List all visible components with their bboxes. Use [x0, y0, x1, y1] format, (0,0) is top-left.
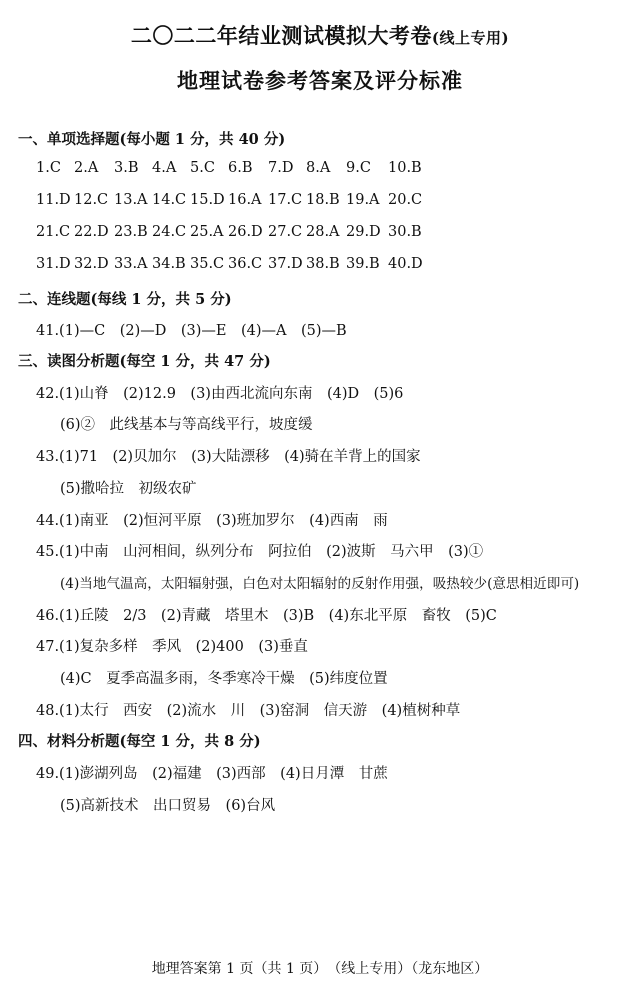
answer-line-44: 44.(1)南亚 (2)恒河平原 (3)班加罗尔 (4)西南 雨 — [36, 513, 388, 529]
choice-answer: 13.A — [114, 192, 148, 208]
answer-line-49: 49.(1)澎湖列岛 (2)福建 (3)西部 (4)日月潭 甘蔗 — [36, 766, 388, 782]
choice-answer: 10.B — [388, 160, 422, 176]
choice-answer: 40.D — [388, 256, 423, 272]
section3-heading: 三、读图分析题(每空 1 分，共 47 分) — [18, 353, 271, 370]
section1-heading: 一、单项选择题(每小题 1 分，共 40 分) — [18, 131, 286, 148]
choice-answer: 19.A — [346, 192, 380, 208]
choice-answer: 2.A — [74, 160, 99, 176]
section4-heading: 四、材料分析题(每空 1 分，共 8 分) — [18, 733, 261, 750]
choice-answer: 15.D — [190, 192, 225, 208]
choice-answer: 5.C — [190, 160, 215, 176]
answer-line-47-cont: (4)C 夏季高温多雨，冬季寒冷干燥 (5)纬度位置 — [60, 671, 388, 687]
choice-answer: 28.A — [306, 224, 340, 240]
choice-answer: 30.B — [388, 224, 422, 240]
section2-heading: 二、连线题(每线 1 分，共 5 分) — [18, 291, 232, 308]
choice-answer: 26.D — [228, 224, 263, 240]
answer-line-43: 43.(1)71 (2)贝加尔 (3)大陆漂移 (4)骑在羊背上的国家 — [36, 449, 421, 465]
choice-answer: 12.C — [74, 192, 109, 208]
answer-line-43-cont: (5)撒哈拉 初级农矿 — [60, 481, 197, 497]
answer-line-47: 47.(1)复杂多样 季风 (2)400 (3)垂直 — [36, 639, 308, 655]
exam-title — [0, 20, 640, 50]
choice-answer: 6.B — [228, 160, 253, 176]
choice-answer: 37.D — [268, 256, 303, 272]
choice-answer: 24.C — [152, 224, 187, 240]
choice-answer: 14.C — [152, 192, 187, 208]
answer-line-45-cont: (4)当地气温高，太阳辐射强，白色对太阳辐射的反射作用强，吸热较少(意思相近即可) — [60, 576, 580, 592]
choice-answer: 29.D — [346, 224, 381, 240]
exam-title-note: (线上专用) — [431, 29, 510, 47]
answer-line-48: 48.(1)太行 西安 (2)流水 川 (3)窑洞 信天游 (4)植树种草 — [36, 703, 461, 719]
choice-answer: 25.A — [190, 224, 224, 240]
choice-answer: 34.B — [152, 256, 186, 272]
choice-answer: 18.B — [306, 192, 340, 208]
choice-answer: 9.C — [346, 160, 371, 176]
choice-answer: 20.C — [388, 192, 423, 208]
choice-answer: 27.C — [268, 224, 303, 240]
answer-line-45: 45.(1)中南 山河相间，纵列分布 阿拉伯 (2)波斯 马六甲 (3)① — [36, 544, 484, 560]
answer-line-49-cont: (5)高新技术 出口贸易 (6)台风 — [60, 798, 276, 814]
exam-title-main: 二〇二二年结业测试模拟大考卷 — [130, 23, 432, 48]
choice-answer: 8.A — [306, 160, 331, 176]
answer-line-42: 42.(1)山脊 (2)12.9 (3)由西北流向东南 (4)D (5)6 — [36, 386, 404, 402]
choice-answer: 38.B — [306, 256, 340, 272]
choice-answer: 23.B — [114, 224, 148, 240]
choice-answer: 7.D — [268, 160, 294, 176]
choice-answer: 4.A — [152, 160, 177, 176]
choice-answer: 1.C — [36, 160, 61, 176]
choice-answer: 21.C — [36, 224, 71, 240]
answer-line-42-cont: (6)② 此线基本与等高线平行，坡度缓 — [60, 417, 313, 433]
page-footer: 地理答案第 1 页（共 1 页） （线上专用）（龙东地区） — [151, 961, 489, 977]
choice-answer: 22.D — [74, 224, 109, 240]
choice-answer: 36.C — [228, 256, 263, 272]
choice-answer: 17.C — [268, 192, 303, 208]
choice-answer: 11.D — [36, 192, 71, 208]
choice-answer: 39.B — [346, 256, 380, 272]
answer-line-41: 41.(1)—C (2)—D (3)—E (4)—A (5)—B — [36, 323, 347, 339]
choice-answer: 3.B — [114, 160, 139, 176]
exam-subtitle: 地理试卷参考答案及评分标准 — [177, 68, 463, 93]
choice-answer: 16.A — [228, 192, 262, 208]
choice-answer: 32.D — [74, 256, 109, 272]
answer-line-46: 46.(1)丘陵 2/3 (2)青藏 塔里木 (3)B (4)东北平原 畜牧 (5)C — [36, 608, 497, 624]
choice-answer: 35.C — [190, 256, 225, 272]
choice-answer: 31.D — [36, 256, 71, 272]
choice-answer: 33.A — [114, 256, 148, 272]
